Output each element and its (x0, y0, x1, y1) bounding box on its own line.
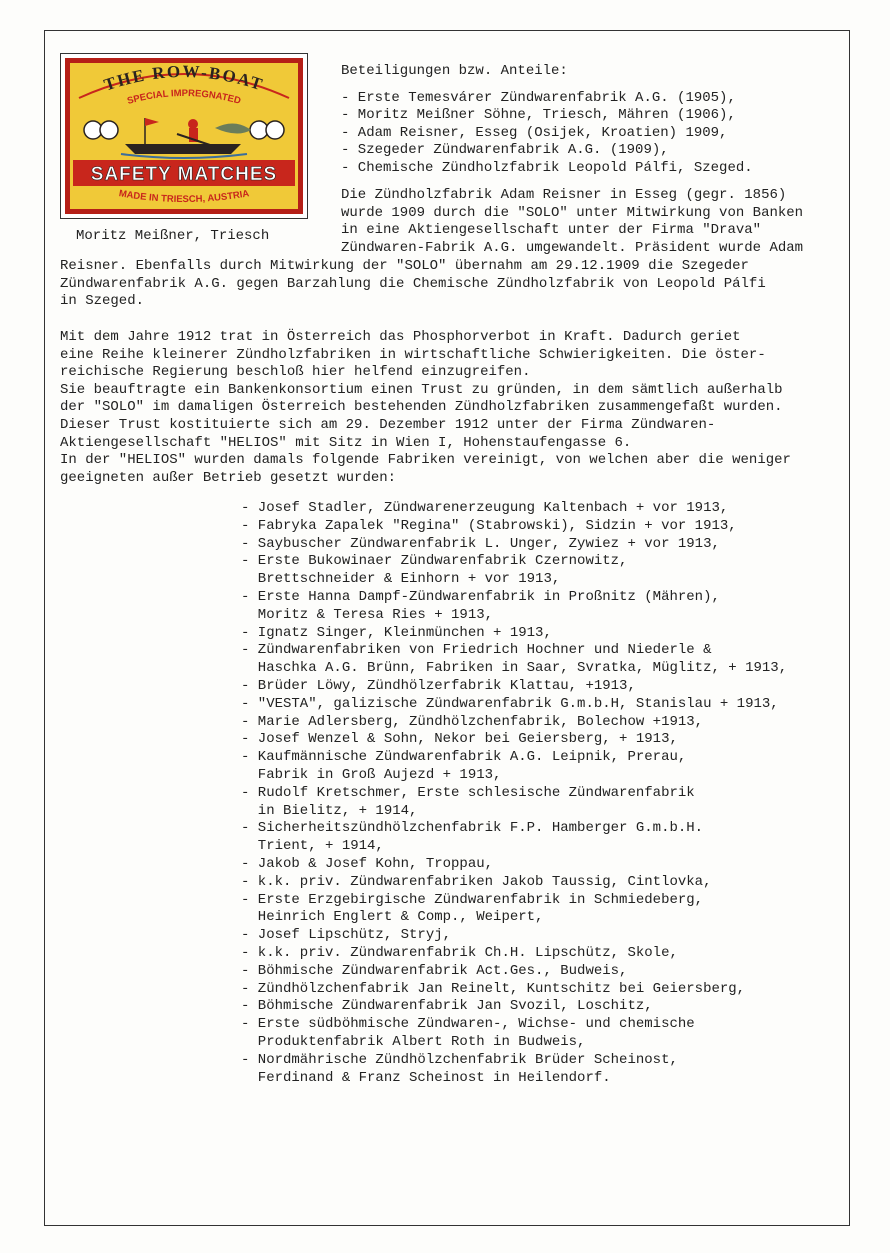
factory-list-line: - Zündwarenfabriken von Friedrich Hochner und Niederle & (241, 642, 712, 659)
text-line: Zündwarenfabrik A.G. gegen Barzahlung die Chemische Zündholzfabrik von Leopold Pálfi (60, 275, 766, 292)
text-line: Dieser Trust kostituierte sich am 29. Dezember 1912 unter der Firma Zündwaren- (60, 416, 716, 433)
text-line: eine Reihe kleinerer Zündholzfabriken in wirtschaftliche Schwierigkeiten. Die öster- (60, 346, 766, 363)
factory-list-line: - Nordmährische Zündhölzchenfabrik Brüder Scheinost, (241, 1051, 678, 1068)
beteiligungen-heading: Beteiligungen bzw. Anteile: (341, 63, 568, 79)
factory-list-line: - Josef Stadler, Zündwarenerzeugung Kaltenbach + vor 1913, (241, 500, 729, 516)
label-line-4: MADE IN TRIESCH, AUSTRIA (117, 188, 251, 206)
factory-list-line: - Böhmische Zündwarenfabrik Act.Ges., Budweis, (241, 962, 628, 979)
factory-list-line: Moritz & Teresa Ries + 1913, (241, 606, 494, 623)
factory-list-line: - Böhmische Zündwarenfabrik Jan Svozil, Loschitz, (241, 998, 653, 1015)
factory-list-line: - Jakob & Josef Kohn, Troppau, (241, 855, 494, 872)
text-line: in eine Aktiengesellschaft unter der Firma "Drava" (341, 222, 762, 239)
factory-list-line: Trient, + 1914, (241, 838, 384, 855)
factory-list-line: - Sicherheitszündhölzchenfabrik F.P. Hamberger G.m.b.H. (241, 820, 704, 837)
factory-list-line: - k.k. priv. Zündwarenfabrik Ch.H. Lipschütz, Skole, (241, 944, 678, 961)
text-line: reichische Regierung beschloß hier helfend einzugreifen. (60, 364, 531, 381)
beteiligung-item: - Adam Reisner, Esseg (Osijek, Kroatien) 1909, (341, 124, 728, 141)
factory-list-line: - Erste Bukowinaer Zündwarenfabrik Czernowitz, (241, 553, 628, 570)
text-line: Reisner. Ebenfalls durch Mitwirkung der "SOLO" übernahm am 29.12.1909 die Szegeder (60, 258, 749, 274)
factory-list-line: - Kaufmännische Zündwarenfabrik A.G. Leipnik, Prerau, (241, 749, 687, 766)
factory-list-line: - Saybuscher Zündwarenfabrik L. Unger, Zywiez + vor 1913, (241, 535, 720, 552)
beteiligung-item: - Erste Temesvárer Zündwarenfabrik A.G. (1905), (341, 89, 736, 106)
factory-list-line: Produktenfabrik Albert Roth in Budweis, (241, 1033, 586, 1050)
factory-list-line: - Josef Wenzel & Sohn, Nekor bei Geiersberg, + 1913, (241, 731, 678, 748)
factory-list-line: Brettschneider & Einhorn + vor 1913, (241, 571, 561, 588)
image-caption: Moritz Meißner, Triesch (76, 228, 270, 244)
factories-list (241, 500, 787, 1087)
label-line-3: SAFETY MATCHES (90, 164, 278, 185)
factory-list-line: - Ignatz Singer, Kleinmünchen + 1913, (241, 624, 552, 641)
beteiligung-item: - Chemische Zündholzfabrik Leopold Pálfi, Szeged. (341, 159, 753, 176)
matchbox-label-graphic (65, 58, 303, 214)
factory-list-line: - Erste Hanna Dampf-Zündwarenfabrik in Proßnitz (Mähren), (241, 588, 720, 605)
paragraph-reisner-right (341, 187, 803, 257)
matchbox-label-image (60, 53, 308, 219)
text-line: in Szeged. (60, 293, 145, 310)
factory-list-line: - Erste südböhmische Zündwaren-, Wichse- und chemische (241, 1016, 695, 1033)
paragraph-reisner-full (60, 258, 766, 311)
factory-list-line: - Zündhölzchenfabrik Jan Reinelt, Kuntschitz bei Geiersberg, (241, 980, 746, 997)
label-line-1: THE ROW-BOAT (101, 61, 267, 95)
text-line: Zündwaren-Fabrik A.G. umgewandelt. Präsident wurde Adam (341, 239, 804, 256)
factory-list-line: Haschka A.G. Brünn, Fabriken in Saar, Svratka, Müglitz, + 1913, (241, 660, 788, 677)
factory-list-line: Heinrich Englert & Comp., Weipert, (241, 909, 544, 926)
text-line: der "SOLO" im damaligen Österreich bestehenden Zündholzfabriken zusammengefaßt wurden. (60, 399, 783, 416)
text-line: geeigneten außer Betrieb gesetzt wurden: (60, 469, 397, 486)
factory-list-line: - Josef Lipschütz, Stryj, (241, 927, 452, 944)
text-line: Aktiengesellschaft "HELIOS" mit Sitz in Wien I, Hohenstaufengasse 6. (60, 434, 632, 451)
text-line: wurde 1909 durch die "SOLO" unter Mitwirkung von Banken (341, 204, 804, 221)
text-line: In der "HELIOS" wurden damals folgende Fabriken vereinigt, von welchen aber die weniger (60, 452, 791, 469)
label-line-2: SPECIAL IMPREGNATED (126, 87, 242, 107)
beteiligung-item: - Moritz Meißner Söhne, Triesch, Mähren (1906), (341, 107, 736, 124)
text-line: Die Zündholzfabrik Adam Reisner in Esseg (gegr. 1856) (341, 187, 787, 203)
factory-list-line: - Fabryka Zapalek "Regina" (Stabrowski), Sidzin + vor 1913, (241, 517, 737, 534)
text-line: Mit dem Jahre 1912 trat in Österreich das Phosphorverbot in Kraft. Dadurch geriet (60, 329, 741, 345)
beteiligungen-section (341, 63, 753, 178)
beteiligung-item: - Szegeder Zündwarenfabrik A.G. (1909), (341, 142, 669, 159)
factory-list-line: - Rudolf Kretschmer, Erste schlesische Zündwarenfabrik (241, 784, 695, 801)
text-line: Sie beauftragte ein Bankenkonsortium einen Trust zu gründen, in dem sämtlich außerhalb (60, 381, 783, 398)
factory-list-line: - "VESTA", galizische Zündwarenfabrik G.m.b.H, Stanislau + 1913, (241, 695, 779, 712)
factory-list-line: - Marie Adlersberg, Zündhölzchenfabrik, Bolechow +1913, (241, 713, 704, 730)
factory-list-line: Ferdinand & Franz Scheinost in Heilendorf. (241, 1069, 611, 1086)
factory-list-line: - Brüder Löwy, Zündhölzerfabrik Klattau, +1913, (241, 677, 636, 694)
factory-list-line: in Bielitz, + 1914, (241, 802, 418, 819)
factory-list-line: Fabrik in Groß Aujezd + 1913, (241, 766, 502, 783)
factory-list-line: - k.k. priv. Zündwarenfabriken Jakob Taussig, Cintlovka, (241, 873, 712, 890)
factory-list-line: - Erste Erzgebirgische Zündwarenfabrik in Schmiedeberg, (241, 891, 704, 908)
paragraph-helios (60, 329, 791, 487)
